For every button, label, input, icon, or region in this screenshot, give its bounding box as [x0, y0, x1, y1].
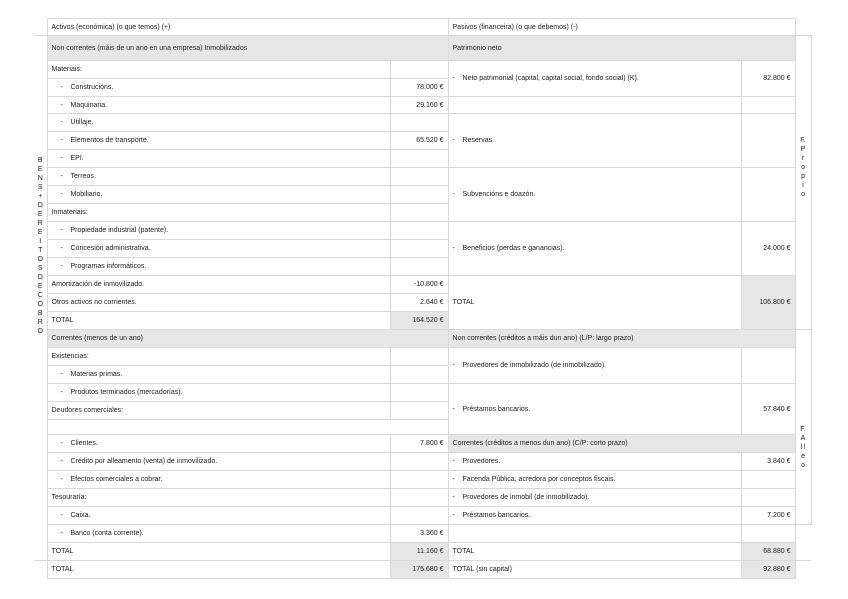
maquinaria-text: Maquinaria.	[70, 101, 108, 109]
bullet: -	[60, 84, 63, 91]
construcions-label	[47, 79, 390, 97]
facenda-value	[741, 471, 795, 489]
total-pn-label: TOTAL	[448, 276, 741, 330]
caixa-text: Caixa.	[70, 512, 91, 519]
bullet: -	[452, 405, 455, 413]
concesion-value	[390, 240, 448, 258]
credito-value	[390, 453, 448, 471]
bullet: -	[452, 458, 455, 465]
bullet: -	[60, 119, 63, 126]
clientes-value: 7.800 €	[390, 435, 448, 453]
banco-label	[47, 525, 390, 543]
provedores-value: 3.840 €	[741, 453, 795, 471]
bullet: -	[60, 389, 63, 396]
programas-value	[390, 258, 448, 276]
maquinaria-value: 29.160 €	[390, 97, 448, 114]
mobiliario-label	[47, 186, 390, 204]
total-sin-capital-label: TOTAL (sin capital)	[448, 561, 741, 579]
materiais-value	[390, 61, 448, 79]
bullet: -	[60, 512, 63, 519]
efectos-text: Efectos comerciales a cobrar.	[70, 476, 163, 483]
materias-primas-label	[47, 366, 390, 384]
existencias-value	[390, 348, 448, 366]
elementos-transporte-text: Elementos de transporte.	[70, 137, 149, 144]
total-pasivo-value: 68.880 €	[741, 543, 795, 561]
fondos-propios-label	[795, 36, 811, 330]
total-side-blank	[34, 561, 47, 579]
fondos-alleos-text: F. A l l e o	[800, 426, 806, 469]
otros-activos-value: 2.640 €	[390, 294, 448, 312]
pasivos-header: Pasivos (financeira) (o que debemos) (-)	[448, 19, 795, 36]
propiedade-industrial-label	[47, 222, 390, 240]
provedores-inm-cp-text: Provedores de inmobil (de inmobilizado).	[462, 494, 590, 501]
produtos-terminados-label	[47, 384, 390, 402]
facenda-text: Facenda Pública, acredora por conceptos fiscais.	[462, 476, 616, 483]
pasivo-non-corrientes-header: Non correntes (créditos a máis dun ano) (L/P: largo prazo)	[448, 330, 795, 348]
bullet: -	[452, 137, 455, 144]
reservas-label	[448, 114, 741, 168]
concesion-label	[47, 240, 390, 258]
total-pn-value: 106.800 €	[741, 276, 795, 330]
non-corrientes-inmobilizados-header: Non correntes (máis de un ano en una empresa) Inmobilizados	[47, 36, 448, 61]
terreos-value	[390, 168, 448, 186]
banco-right-blank	[448, 525, 741, 543]
credito-label	[47, 453, 390, 471]
terreos-text: Terreos.	[70, 173, 96, 180]
efectos-label	[47, 471, 390, 489]
materiais-label: Materiais:	[47, 61, 390, 79]
total-c-value: 11.160 €	[390, 543, 448, 561]
epi-label	[47, 150, 390, 168]
clientes-text: Clientes.	[70, 440, 98, 447]
propiedade-industrial-value	[390, 222, 448, 240]
deudores-value	[390, 402, 448, 420]
produtos-terminados-value	[390, 384, 448, 402]
correntes-header: Correntes (menos de un ano)	[47, 330, 448, 348]
propiedade-industrial-text: Propiedade industrial (patente).	[70, 227, 169, 234]
total-activo-label: TOTAL	[47, 561, 390, 579]
bullet: -	[60, 101, 63, 109]
prestamos-lp-value: 57.840 €	[741, 384, 795, 435]
subvencions-value	[741, 168, 795, 222]
bullet: -	[60, 173, 63, 180]
bullet: -	[60, 227, 63, 234]
elementos-transporte-value: 65.520 €	[390, 132, 448, 150]
beneficios-text: Beneficios (perdas e ganancias).	[462, 245, 565, 252]
neto-patrimonial-value: 82.800 €	[741, 61, 795, 97]
reservas-text: Reservas.	[462, 137, 495, 144]
left-side-blank	[34, 19, 47, 36]
concesion-text: Concesión administrativa.	[70, 245, 151, 252]
credito-text: Crédito por alleamento (venta) de inmovilizado.	[70, 458, 218, 465]
total-sin-capital-value: 92.880 €	[741, 561, 795, 579]
mobiliario-value	[390, 186, 448, 204]
bullet: -	[452, 245, 455, 252]
bens-dereitos-text: B E N S + D E R E I T O S D E C O B R O	[37, 157, 43, 335]
terreos-label	[47, 168, 390, 186]
subvencions-label	[448, 168, 741, 222]
bullet: -	[60, 371, 63, 378]
prestamos-lp-text: Préstamos bancarios.	[462, 405, 531, 413]
neto-spacer-value	[741, 97, 795, 114]
banco-value: 3.360 €	[390, 525, 448, 543]
utillaje-label	[47, 114, 390, 132]
programas-text: Programas informáticos.	[70, 263, 147, 270]
bullet: -	[452, 476, 455, 483]
bullet: -	[60, 440, 63, 447]
epi-text: EPI.	[70, 155, 84, 162]
neto-patrimonial-label	[448, 61, 741, 97]
bullet: -	[452, 362, 455, 369]
bullet: -	[60, 191, 63, 198]
provedores-inmobilizado-label	[448, 348, 741, 384]
caixa-value	[390, 507, 448, 525]
amortizacion-label: Amortización de inmovilizado.	[47, 276, 390, 294]
bullet: -	[60, 530, 63, 537]
bullet: -	[452, 494, 455, 501]
maquinaria-label	[47, 97, 390, 114]
provedores-inm-cp-value	[741, 489, 795, 507]
deudores-label: Deudores comerciales:	[47, 402, 390, 420]
mobiliario-text: Mobiliario.	[70, 191, 103, 198]
clientes-label	[47, 435, 390, 453]
programas-label	[47, 258, 390, 276]
provedores-text: Provedores.	[462, 458, 501, 465]
total-c-label: TOTAL	[47, 543, 390, 561]
bullet: -	[452, 191, 455, 198]
right-side-blank	[795, 19, 811, 36]
facenda-label	[448, 471, 741, 489]
bullet: -	[60, 137, 63, 144]
bullet: -	[60, 155, 63, 162]
inmateriais-label: Inmateriais:	[47, 204, 390, 222]
provedores-inmobilizado-value	[741, 348, 795, 384]
banco-text: Banco (conta corrente).	[70, 530, 144, 537]
neto-patrimonial-text: Neto patrimonial (capital, capital social, fondo social) (K).	[462, 75, 639, 82]
banco-right-blank-value	[741, 525, 795, 543]
subvencions-text: Subvencións e doazón.	[462, 191, 536, 198]
balance-sheet-table	[34, 18, 812, 579]
efectos-value	[390, 471, 448, 489]
fondos-alleos-label	[795, 330, 811, 525]
activos-header: Activos (económica) (o que temos) (+)	[47, 19, 448, 36]
fondos-propios-text: F. P r o p i o	[800, 137, 806, 198]
tesouraria-label: Tesouraría:	[47, 489, 390, 507]
bens-dereitos-label	[34, 36, 47, 561]
neto-spacer	[448, 97, 741, 114]
produtos-terminados-text: Produtos terminados (mercadorías).	[70, 389, 183, 396]
prestamos-cp-text: Préstamos bancarios.	[462, 512, 531, 519]
bullet: -	[452, 512, 455, 519]
inmateriais-value	[390, 204, 448, 222]
epi-value	[390, 150, 448, 168]
amortizacion-value: -10.800 €	[390, 276, 448, 294]
prestamos-cp-label	[448, 507, 741, 525]
materias-primas-value	[390, 366, 448, 384]
materias-primas-text: Materias primas.	[70, 371, 123, 378]
total-nc-value: 164.520 €	[390, 312, 448, 330]
elementos-transporte-label	[47, 132, 390, 150]
existencias-label: Existencias:	[47, 348, 390, 366]
total-pasivo-label: TOTAL	[448, 543, 741, 561]
caixa-label	[47, 507, 390, 525]
bullet: -	[452, 75, 455, 82]
bullet: -	[60, 476, 63, 483]
tesouraria-value	[390, 489, 448, 507]
bullet: -	[60, 458, 63, 465]
provedores-label	[448, 453, 741, 471]
pasivo-correntes-header: Correntes (créditos a menos dun ano) (C/P: corto prazo)	[448, 435, 795, 453]
beneficios-label	[448, 222, 741, 276]
total-right-blank	[795, 561, 811, 579]
beneficios-value: 24.000 €	[741, 222, 795, 276]
construcions-value: 78.000 €	[390, 79, 448, 97]
prestamos-cp-value: 7.200 €	[741, 507, 795, 525]
bullet: -	[60, 263, 63, 270]
utillaje-text: Utillaje.	[70, 119, 94, 126]
total-nc-label: TOTAL	[47, 312, 390, 330]
provedores-inm-cp-label	[448, 489, 741, 507]
construcions-text: Construcións.	[70, 84, 114, 91]
bullet: -	[60, 245, 63, 252]
patrimonio-neto-header: Patrimonio neto	[448, 36, 795, 61]
prestamos-lp-label	[448, 384, 741, 435]
otros-activos-label: Otros activos no corrientes.	[47, 294, 390, 312]
utillaje-value	[390, 114, 448, 132]
reservas-value	[741, 114, 795, 168]
provedores-inmobilizado-text: Provedores de inmobilizado (de inmobilizado).	[462, 362, 607, 369]
total-activo-value: 175.680 €	[390, 561, 448, 579]
